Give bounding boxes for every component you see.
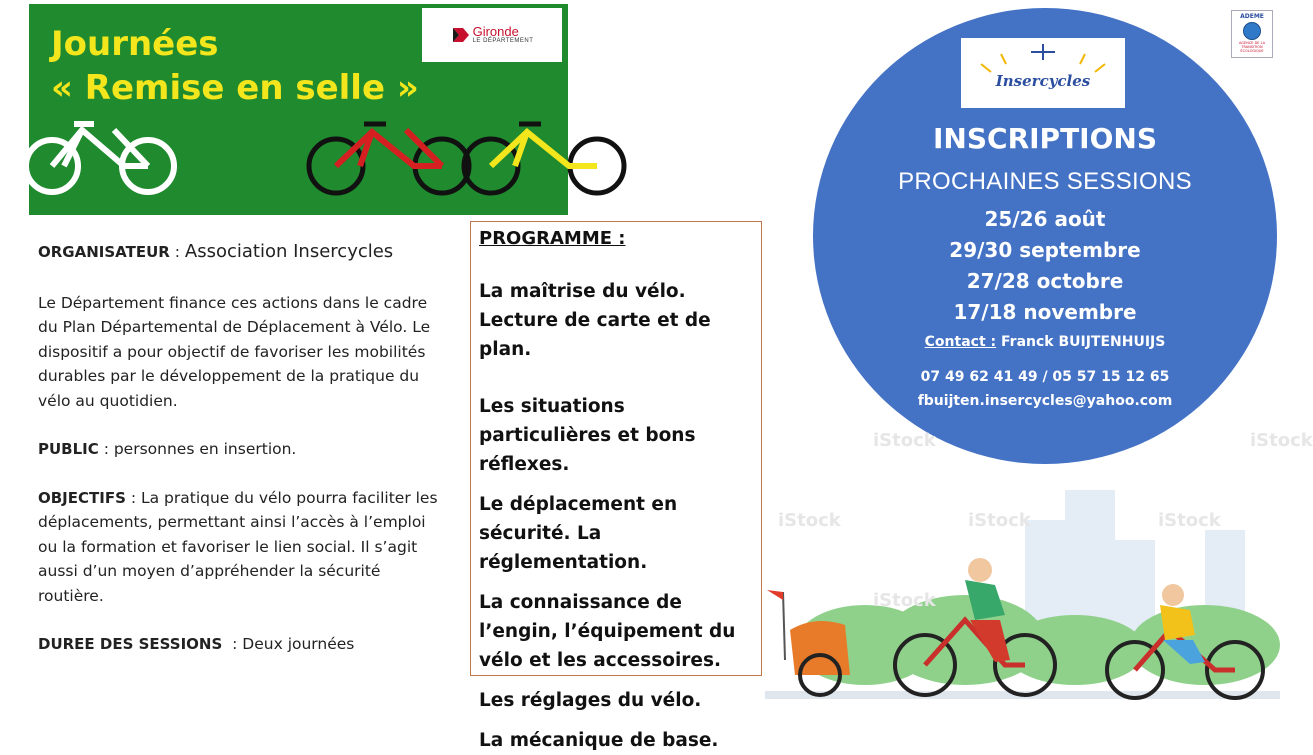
gironde-name: Gironde xyxy=(472,24,519,39)
gironde-arrow-icon xyxy=(451,25,471,45)
programme-item: Les réglages du vélo. xyxy=(479,690,702,711)
organisateur-label: ORGANISATEUR xyxy=(38,243,170,261)
insercycles-logo xyxy=(961,38,1125,108)
red-bike-icon xyxy=(304,116,474,196)
session-date: 27/28 octobre xyxy=(966,269,1124,293)
inscriptions-circle xyxy=(813,8,1277,464)
inscriptions-title: INSCRIPTIONS xyxy=(933,122,1157,155)
banner-title xyxy=(51,22,419,110)
watermark: iStock xyxy=(1250,430,1313,451)
banner-title-line1: Journées xyxy=(51,24,219,64)
ademe-sub: AGENCE DE LA TRANSITION ÉCOLOGIQUE xyxy=(1238,41,1266,53)
programme-item: Le déplacement en sécurité. La réglementation. xyxy=(479,494,678,573)
session-date: 17/18 novembre xyxy=(953,300,1137,324)
description: Le Département finance ces actions dans le cadre du Plan Départemental de Déplacement à Vélo. Le dispositif a pour objectif de favoriser les mobilités durables par le développement de la pratique du vélo au quotidien. xyxy=(38,293,431,410)
banner-title-line2: « Remise en selle » xyxy=(51,68,419,108)
logo-text: Insercycles xyxy=(995,72,1091,90)
organisateur-sep: : xyxy=(169,243,185,261)
programme-title: PROGRAMME : xyxy=(479,228,626,249)
duree-value: : Deux journées xyxy=(222,635,355,653)
objectifs-value: : La pratique du vélo pourra faciliter les déplacements, permettant ainsi l’accès à l’emploi ou la formation et favoriser le lien social. Il s’agit aussi d’un moyen d’appréhender la sécurité routière. xyxy=(38,488,438,605)
gironde-logo xyxy=(422,8,562,62)
gironde-sub: LE DÉPARTEMENT xyxy=(472,38,534,44)
globe-icon xyxy=(1243,22,1261,40)
objectifs-label: OBJECTIFS xyxy=(38,488,126,507)
white-bike-icon xyxy=(24,116,184,196)
programme-item: La mécanique de base. xyxy=(479,730,719,751)
sessions-subtitle: PROCHAINES SESSIONS xyxy=(898,168,1192,195)
banner xyxy=(29,4,568,215)
contact-phone[interactable]: 07 49 62 41 49 / 05 57 15 12 65 xyxy=(920,369,1170,385)
watermark: iStock xyxy=(778,510,841,531)
ademe-logo xyxy=(1231,10,1273,58)
family-cycling-illustration xyxy=(765,430,1280,720)
duree-label: DUREE DES SESSIONS xyxy=(38,635,223,653)
public-value: : personnes en insertion. xyxy=(98,440,297,458)
public-label: PUBLIC xyxy=(38,440,99,458)
session-date: 29/30 septembre xyxy=(949,238,1141,262)
contact-name: Franck BUIJTENHUIJS xyxy=(996,334,1166,350)
ademe-name: ADEME xyxy=(1240,13,1264,20)
yellow-bike-icon xyxy=(459,116,599,196)
watermark: iStock xyxy=(1158,510,1221,531)
contact-line xyxy=(813,334,1277,350)
programme-item: La maîtrise du vélo. Lecture de carte et de plan. xyxy=(479,281,711,360)
contact-email[interactable]: fbuijten.insercycles@yahoo.com xyxy=(917,393,1173,409)
session-date: 25/26 août xyxy=(984,207,1106,231)
watermark: iStock xyxy=(873,430,936,451)
programme-box xyxy=(470,221,762,751)
programme-item: Les situations particulières et bons réflexes. xyxy=(479,396,696,475)
watermark: iStock xyxy=(968,510,1031,531)
contact-label: Contact : xyxy=(924,334,997,350)
programme-item: La connaissance de l’engin, l’équipement du vélo et les accessoires. xyxy=(479,592,736,671)
organisateur-value: Association Insercycles xyxy=(184,241,394,262)
watermark: iStock xyxy=(873,590,936,611)
info-text xyxy=(38,240,448,681)
